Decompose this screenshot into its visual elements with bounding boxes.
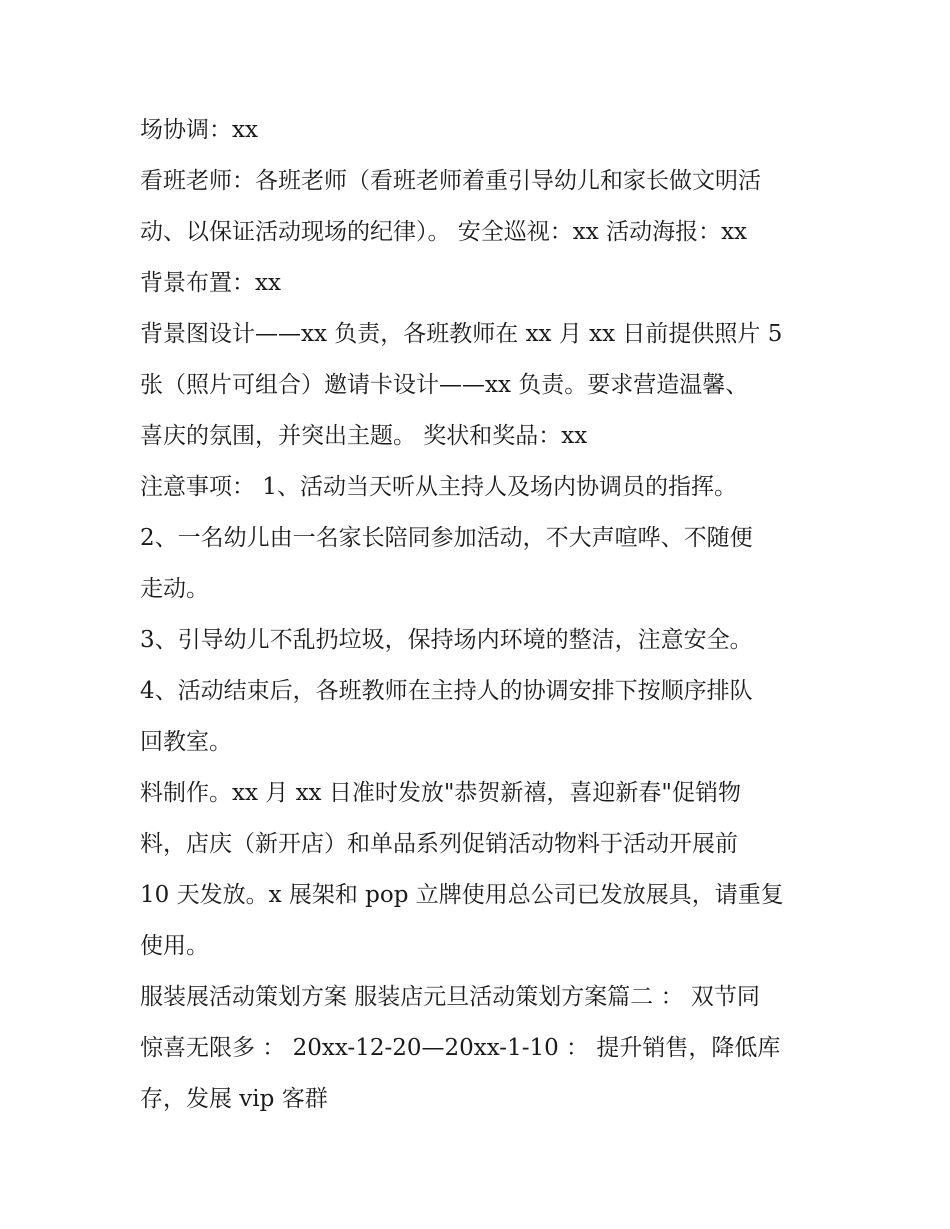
text-line: 走动。 [140,576,209,602]
text-line: 服装展活动策划方案 服装店元旦活动策划方案篇二 ： 双节同 [140,984,760,1010]
text-line: 场协调：xx [140,117,258,143]
text-line: 3、引导幼儿不乱扔垃圾，保持场内环境的整洁，注意安全。 [140,627,753,653]
text-line: 看班老师：各班老师（看班老师着重引导幼儿和家长做文明活 [140,168,761,194]
text-line: 惊喜无限多 ： 20xx-12-20—20xx-1-10 ： 提升销售，降低库 [140,1035,781,1061]
text-line: 回教室。 [140,729,232,755]
text-line: 4、活动结束后，各班教师在主持人的协调安排下按顺序排队 [140,678,753,704]
text-line: 动、以保证活动现场的纪律）。 安全巡视：xx 活动海报：xx [140,219,748,245]
text-line: 背景布置：xx [140,270,281,296]
text-line: 2、一名幼儿由一名家长陪同参加活动，不大声喧哗、不随便 [140,525,753,551]
text-line: 张（照片可组合）邀请卡设计——xx 负责。要求营造温馨、 [140,372,749,398]
text-line: 背景图设计——xx 负责，各班教师在 xx 月 xx 日前提供照片 5 [140,321,783,347]
text-line: 注意事项： 1、活动当天听从主持人及场内协调员的指挥。 [140,474,737,500]
text-line: 使用。 [140,933,209,959]
text-line: 存，发展 vip 客群 [140,1086,328,1112]
text-line: 喜庆的氛围，并突出主题。 奖状和奖品：xx [140,423,588,449]
text-line: 10 天发放。x 展架和 pop 立牌使用总公司已发放展具，请重复 [140,882,784,908]
document-body [140,105,820,1125]
text-line: 料，店庆（新开店）和单品系列促销活动物料于活动开展前 [140,831,738,857]
text-line: 料制作。xx 月 xx 日准时发放"恭贺新禧，喜迎新春"促销物 [140,780,741,806]
